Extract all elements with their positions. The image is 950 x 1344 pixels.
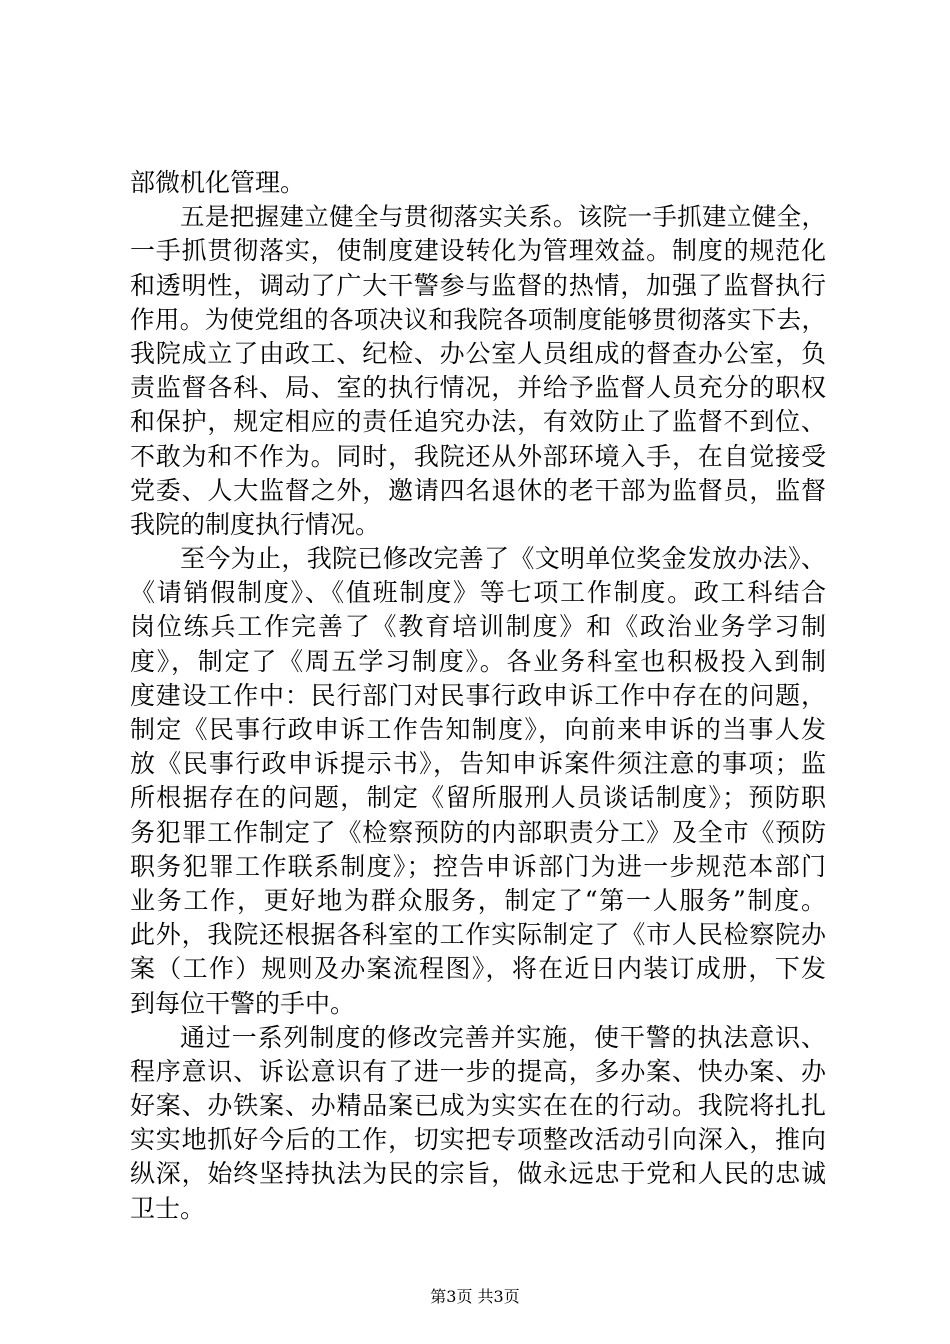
document-body: [130, 166, 826, 1226]
text-line: 制定《民事行政申诉工作告知制度》，向前来申诉的当事人发: [130, 715, 826, 744]
text-line: 通过一系列制度的修改完善并实施，使干警的执法意识、: [180, 1022, 826, 1052]
text-line: 岗位练兵工作完善了《教育培训制度》和《政治业务学习制: [130, 612, 826, 642]
text-line: 责监督各科、局、室的执行情况，并给予监督人员充分的职权: [130, 373, 826, 403]
text-line: 作用。为使党组的各项决议和我院各项制度能够贯彻落实下去，: [130, 304, 826, 334]
page-footer: 第3页 共3页: [430, 1287, 520, 1306]
paragraph: [130, 542, 826, 1021]
text-line: 此外，我院还根据各科室的工作实际制定了《市人民检察院办: [130, 920, 826, 950]
text-line: 和保护，规定相应的责任追究办法，有效防止了监督不到位、: [130, 407, 826, 437]
text-line: 案（工作）规则及办案流程图》，将在近日内装订成册，下发: [130, 954, 826, 984]
text-line: 务犯罪工作制定了《检察预防的内部职责分工》及全市《预防: [130, 817, 826, 847]
text-line: 所根据存在的问题，制定《留所服刑人员谈话制度》；预防职: [130, 783, 826, 813]
text-line: 度》，制定了《周五学习制度》。各业务科室也积极投入到制: [130, 646, 826, 676]
text-line: 业务工作，更好地为群众服务，制定了“第一人服务”制度。: [130, 885, 826, 915]
text-line: 纵深，始终坚持执法为民的宗旨，做永远忠于党和人民的忠诚: [130, 1159, 826, 1189]
paragraph: [130, 166, 826, 200]
text-line: 一手抓贯彻落实，使制度建设转化为管理效益。制度的规范化: [130, 236, 826, 266]
text-line: 党委、人大监督之外，邀请四名退休的老干部为监督员，监督: [130, 475, 826, 505]
text-line: 卫士。: [130, 1193, 206, 1223]
text-line: 度建设工作中：民行部门对民事行政申诉工作中存在的问题，: [130, 680, 826, 710]
text-line: 放《民事行政申诉提示书》，告知申诉案件须注意的事项；监: [130, 749, 826, 779]
text-line: 五是把握建立健全与贯彻落实关系。该院一手抓建立健全，: [180, 202, 826, 232]
text-line: 部微机化管理。: [130, 168, 306, 197]
text-line: 程序意识、诉讼意识有了进一步的提高，多办案、快办案、办: [130, 1056, 826, 1086]
text-line: 我院成立了由政工、纪检、办公室人员组成的督查办公室，负: [130, 338, 826, 368]
text-line: 好案、办铁案、办精品案已成为实实在在的行动。我院将扎扎: [130, 1091, 826, 1121]
text-line: 《请销假制度》、《值班制度》等七项工作制度。政工科结合: [130, 578, 826, 608]
text-line: 至今为止，我院已修改完善了《文明单位奖金发放办法》、: [180, 544, 826, 574]
text-line: 实实地抓好今后的工作，切实把专项整改活动引向深入，推向: [130, 1125, 826, 1155]
text-line: 我院的制度执行情况。: [130, 509, 381, 539]
text-line: 不敢为和不作为。同时，我院还从外部环境入手，在自觉接受: [130, 441, 826, 471]
text-line: 职务犯罪工作联系制度》；控告申诉部门为进一步规范本部门: [130, 851, 826, 881]
text-line: 到每位干警的手中。: [130, 988, 356, 1018]
paragraph: [130, 1021, 826, 1226]
text-line: 和透明性，调动了广大干警参与监督的热情，加强了监督执行: [130, 270, 826, 300]
paragraph: [130, 200, 826, 542]
